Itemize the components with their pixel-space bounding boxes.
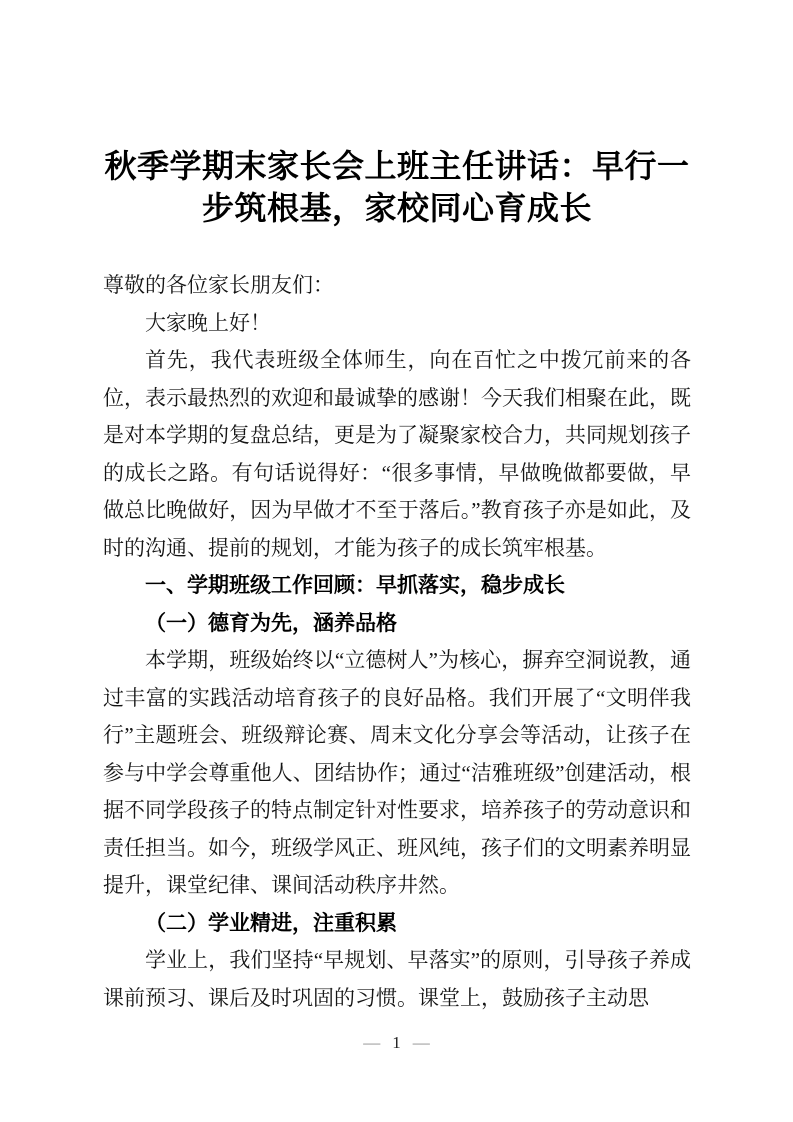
- footer-dash-right: —: [412, 1033, 430, 1052]
- paragraph-intro: 首先，我代表班级全体师生，向在百忙之中拨冗前来的各位，表示最热烈的欢迎和最诚挚的感谢！今天我们相聚在此，既是对本学期的复盘总结，更是为了凝聚家校合力，共同规划孩子的成长之路。有句话说得好：“很多事情，早做晚做都要做，早做总比晚做好，因为早做才不至于落后。”教育孩子亦是如此，及时的沟通、提前的规划，才能为孩子的成长筑牢根基。: [103, 348, 691, 560]
- document-body: [103, 267, 691, 1017]
- paragraph-moral-education: 本学期，班级始终以“立德树人”为核心，摒弃空洞说教，通过丰富的实践活动培育孩子的良好品格。我们开展了“文明伴我行”主题班会、班级辩论赛、周末文化分享会等活动，让孩子在参与中学会尊重他人、团结协作；通过“洁雅班级”创建活动，根据不同学段孩子的特点制定针对性要求，培养孩子的劳动意识和责任担当。如今，班级学风正、班风纯，孩子们的文明素养明显提升，课堂纪律、课间活动秩序井然。: [103, 648, 691, 897]
- page-footer: [0, 1032, 793, 1054]
- section-heading-1: 一、学期班级工作回顾：早抓落实，稳步成长: [145, 573, 565, 597]
- footer-dash-left: —: [363, 1033, 381, 1052]
- paragraph-academics: 学业上，我们坚持“早规划、早落实”的原则，引导孩子养成课前预习、课后及时巩固的习惯。课堂上，鼓励孩子主动思: [103, 948, 691, 1010]
- subsection-heading-1-2: （二）学业精进，注重积累: [145, 910, 397, 935]
- paragraph-salutation: 尊敬的各位家长朋友们：: [103, 273, 334, 297]
- paragraph-greeting: 大家晚上好！: [145, 310, 271, 335]
- subsection-heading-1-1: （一）德育为先，涵养品格: [145, 610, 397, 635]
- page-number: 1: [392, 1033, 401, 1052]
- document-title: [103, 145, 691, 229]
- document-content: [103, 145, 691, 1017]
- document-title-line2: 步筑根基，家校同心育成长: [201, 190, 592, 226]
- document-title-line1: 秋季学期末家长会上班主任讲话：早行一: [104, 148, 690, 184]
